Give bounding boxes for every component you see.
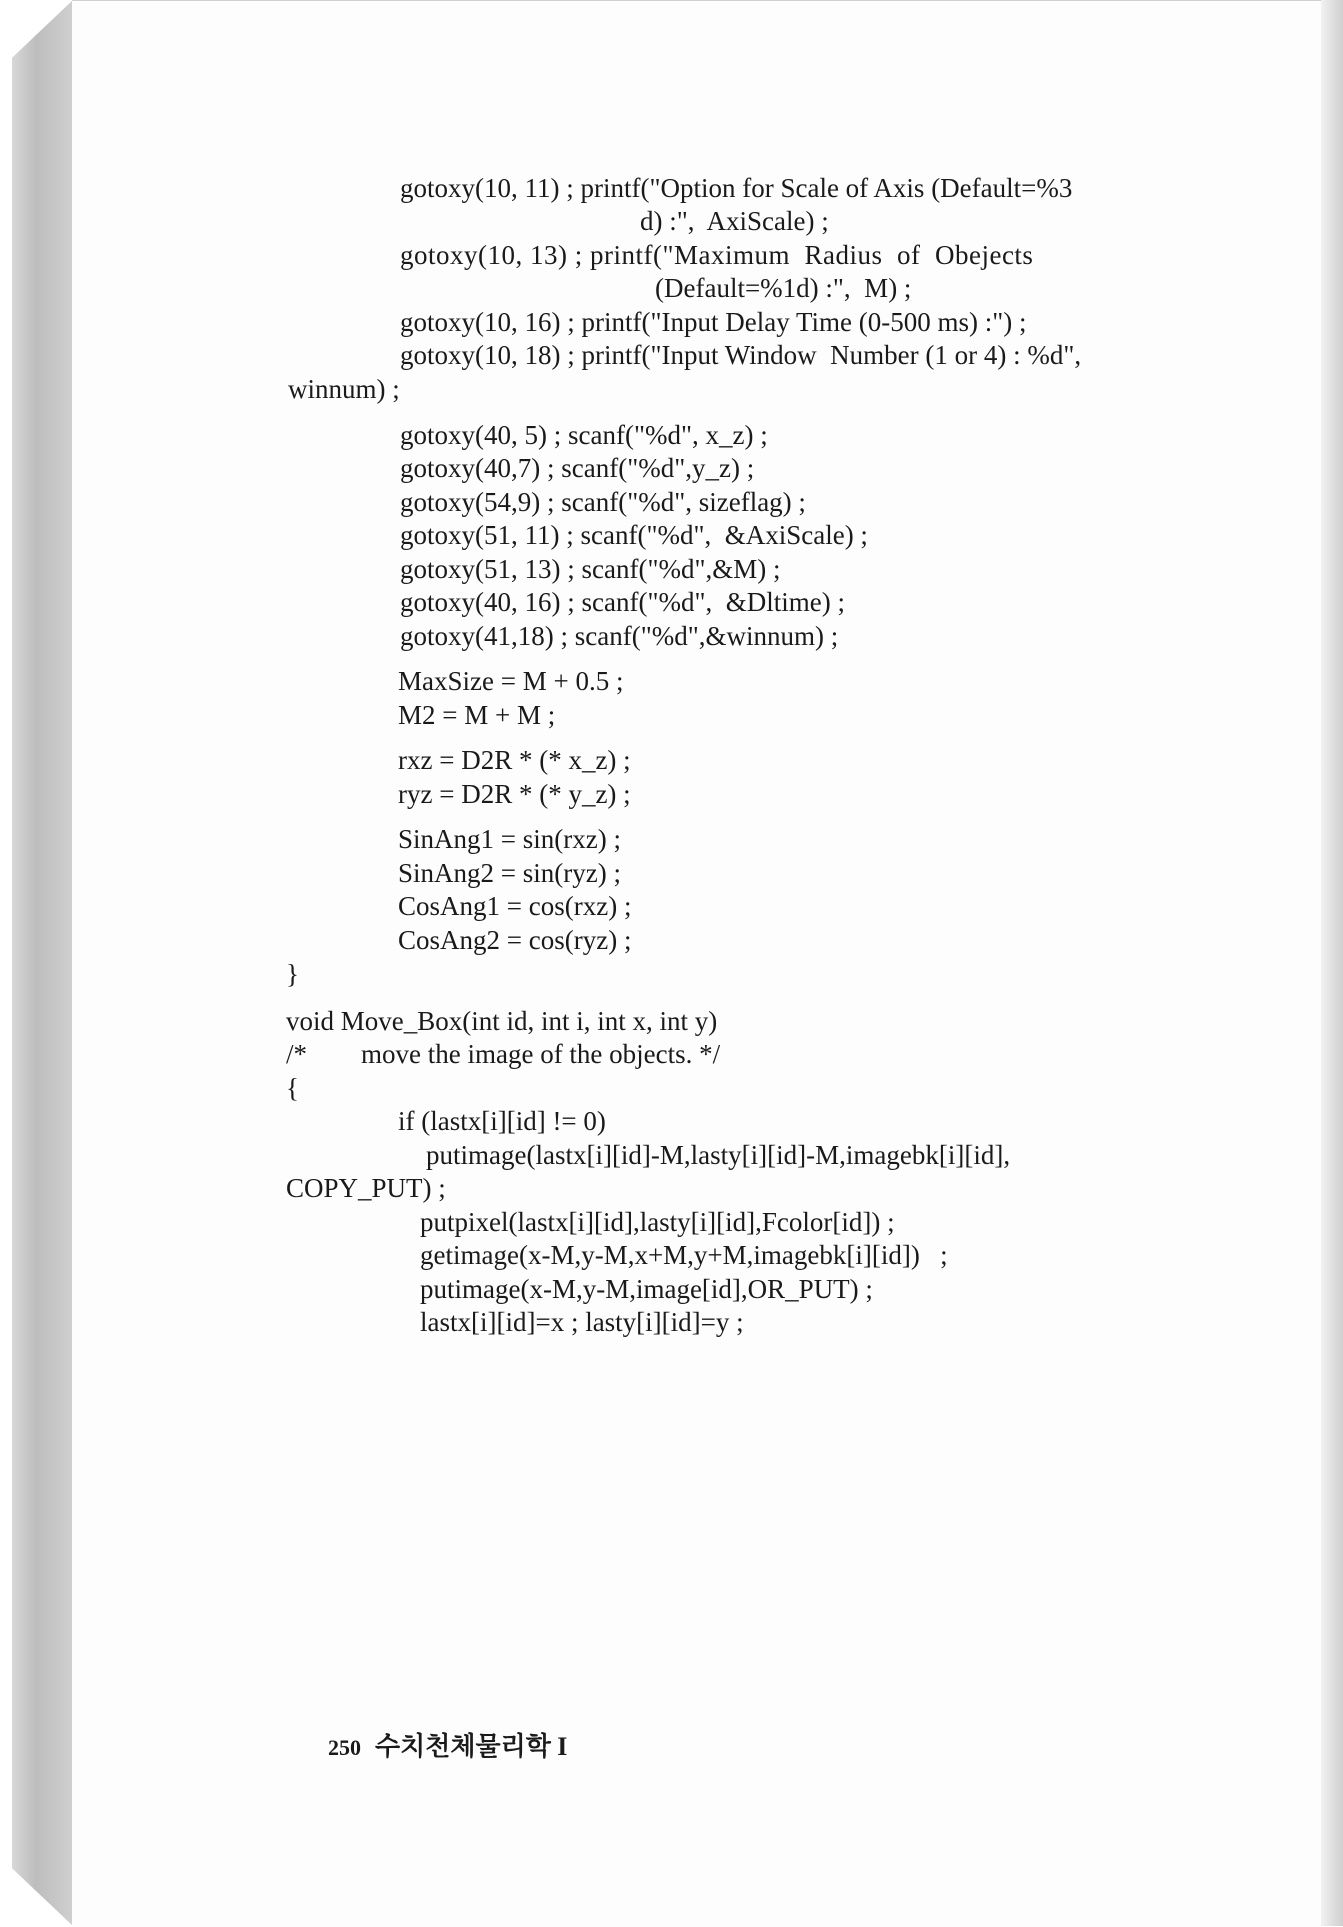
code-line: gotoxy(40,7) ; scanf("%d",y_z) ;	[400, 453, 755, 483]
code-line: SinAng1 = sin(rxz) ;	[398, 824, 621, 854]
code-line: (Default=%1d) :", M) ;	[655, 273, 912, 303]
code-line: putimage(x-M,y-M,image[id],OR_PUT) ;	[420, 1274, 873, 1304]
code-line: winnum) ;	[288, 374, 400, 404]
code-line: COPY_PUT) ;	[286, 1173, 446, 1203]
code-line: putpixel(lastx[i][id],lasty[i][id],Fcolor[id]) ;	[420, 1207, 895, 1237]
code-line: gotoxy(51, 13) ; scanf("%d",&M) ;	[400, 554, 781, 584]
code-line: rxz = D2R * (* x_z) ;	[398, 745, 631, 775]
book-page-edges	[1321, 0, 1343, 1926]
page-number: 250	[328, 1735, 361, 1760]
book-page	[72, 0, 1321, 1927]
book-spine	[12, 0, 73, 1926]
code-line: gotoxy(10, 16) ; printf("Input Delay Time (0-500 ms) :") ;	[400, 307, 1027, 337]
code-line: gotoxy(51, 11) ; scanf("%d", &AxiScale) ;	[400, 520, 868, 550]
page-footer	[302, 1696, 567, 1793]
code-line: getimage(x-M,y-M,x+M,y+M,imagebk[i][id]) ;	[420, 1240, 948, 1270]
code-line: gotoxy(41,18) ; scanf("%d",&winnum) ;	[400, 621, 839, 651]
code-line: M2 = M + M ;	[398, 700, 556, 730]
code-line: }	[286, 959, 299, 989]
code-line: putimage(lastx[i][id]-M,lasty[i][id]-M,imagebk[i][id],	[426, 1140, 1011, 1170]
code-line: /* move the image of the objects. */	[286, 1039, 721, 1069]
code-line: MaxSize = M + 0.5 ;	[398, 666, 624, 696]
code-line: CosAng2 = cos(ryz) ;	[398, 925, 632, 955]
code-line: gotoxy(40, 16) ; scanf("%d", &Dltime) ;	[400, 587, 845, 617]
code-line: gotoxy(10, 13) ; printf("Maximum Radius of Obejects	[400, 240, 1034, 270]
book-title: 수치천체물리학 I	[375, 1732, 568, 1761]
code-line: d) :", AxiScale) ;	[640, 206, 829, 236]
code-line: ryz = D2R * (* y_z) ;	[398, 779, 631, 809]
code-line: void Move_Box(int id, int i, int x, int y)	[286, 1006, 718, 1036]
code-line: SinAng2 = sin(ryz) ;	[398, 858, 621, 888]
code-line: if (lastx[i][id] != 0)	[398, 1106, 606, 1136]
code-line: gotoxy(10, 11) ; printf("Option for Scale of Axis (Default=%3	[400, 173, 1073, 203]
code-line: gotoxy(10, 18) ; printf("Input Window Number (1 or 4) : %d",	[400, 340, 1082, 370]
code-line: gotoxy(40, 5) ; scanf("%d", x_z) ;	[400, 420, 768, 450]
code-line: gotoxy(54,9) ; scanf("%d", sizeflag) ;	[400, 487, 806, 517]
code-line: {	[286, 1073, 299, 1103]
code-line: lastx[i][id]=x ; lasty[i][id]=y ;	[420, 1307, 744, 1337]
code-line: CosAng1 = cos(rxz) ;	[398, 891, 632, 921]
